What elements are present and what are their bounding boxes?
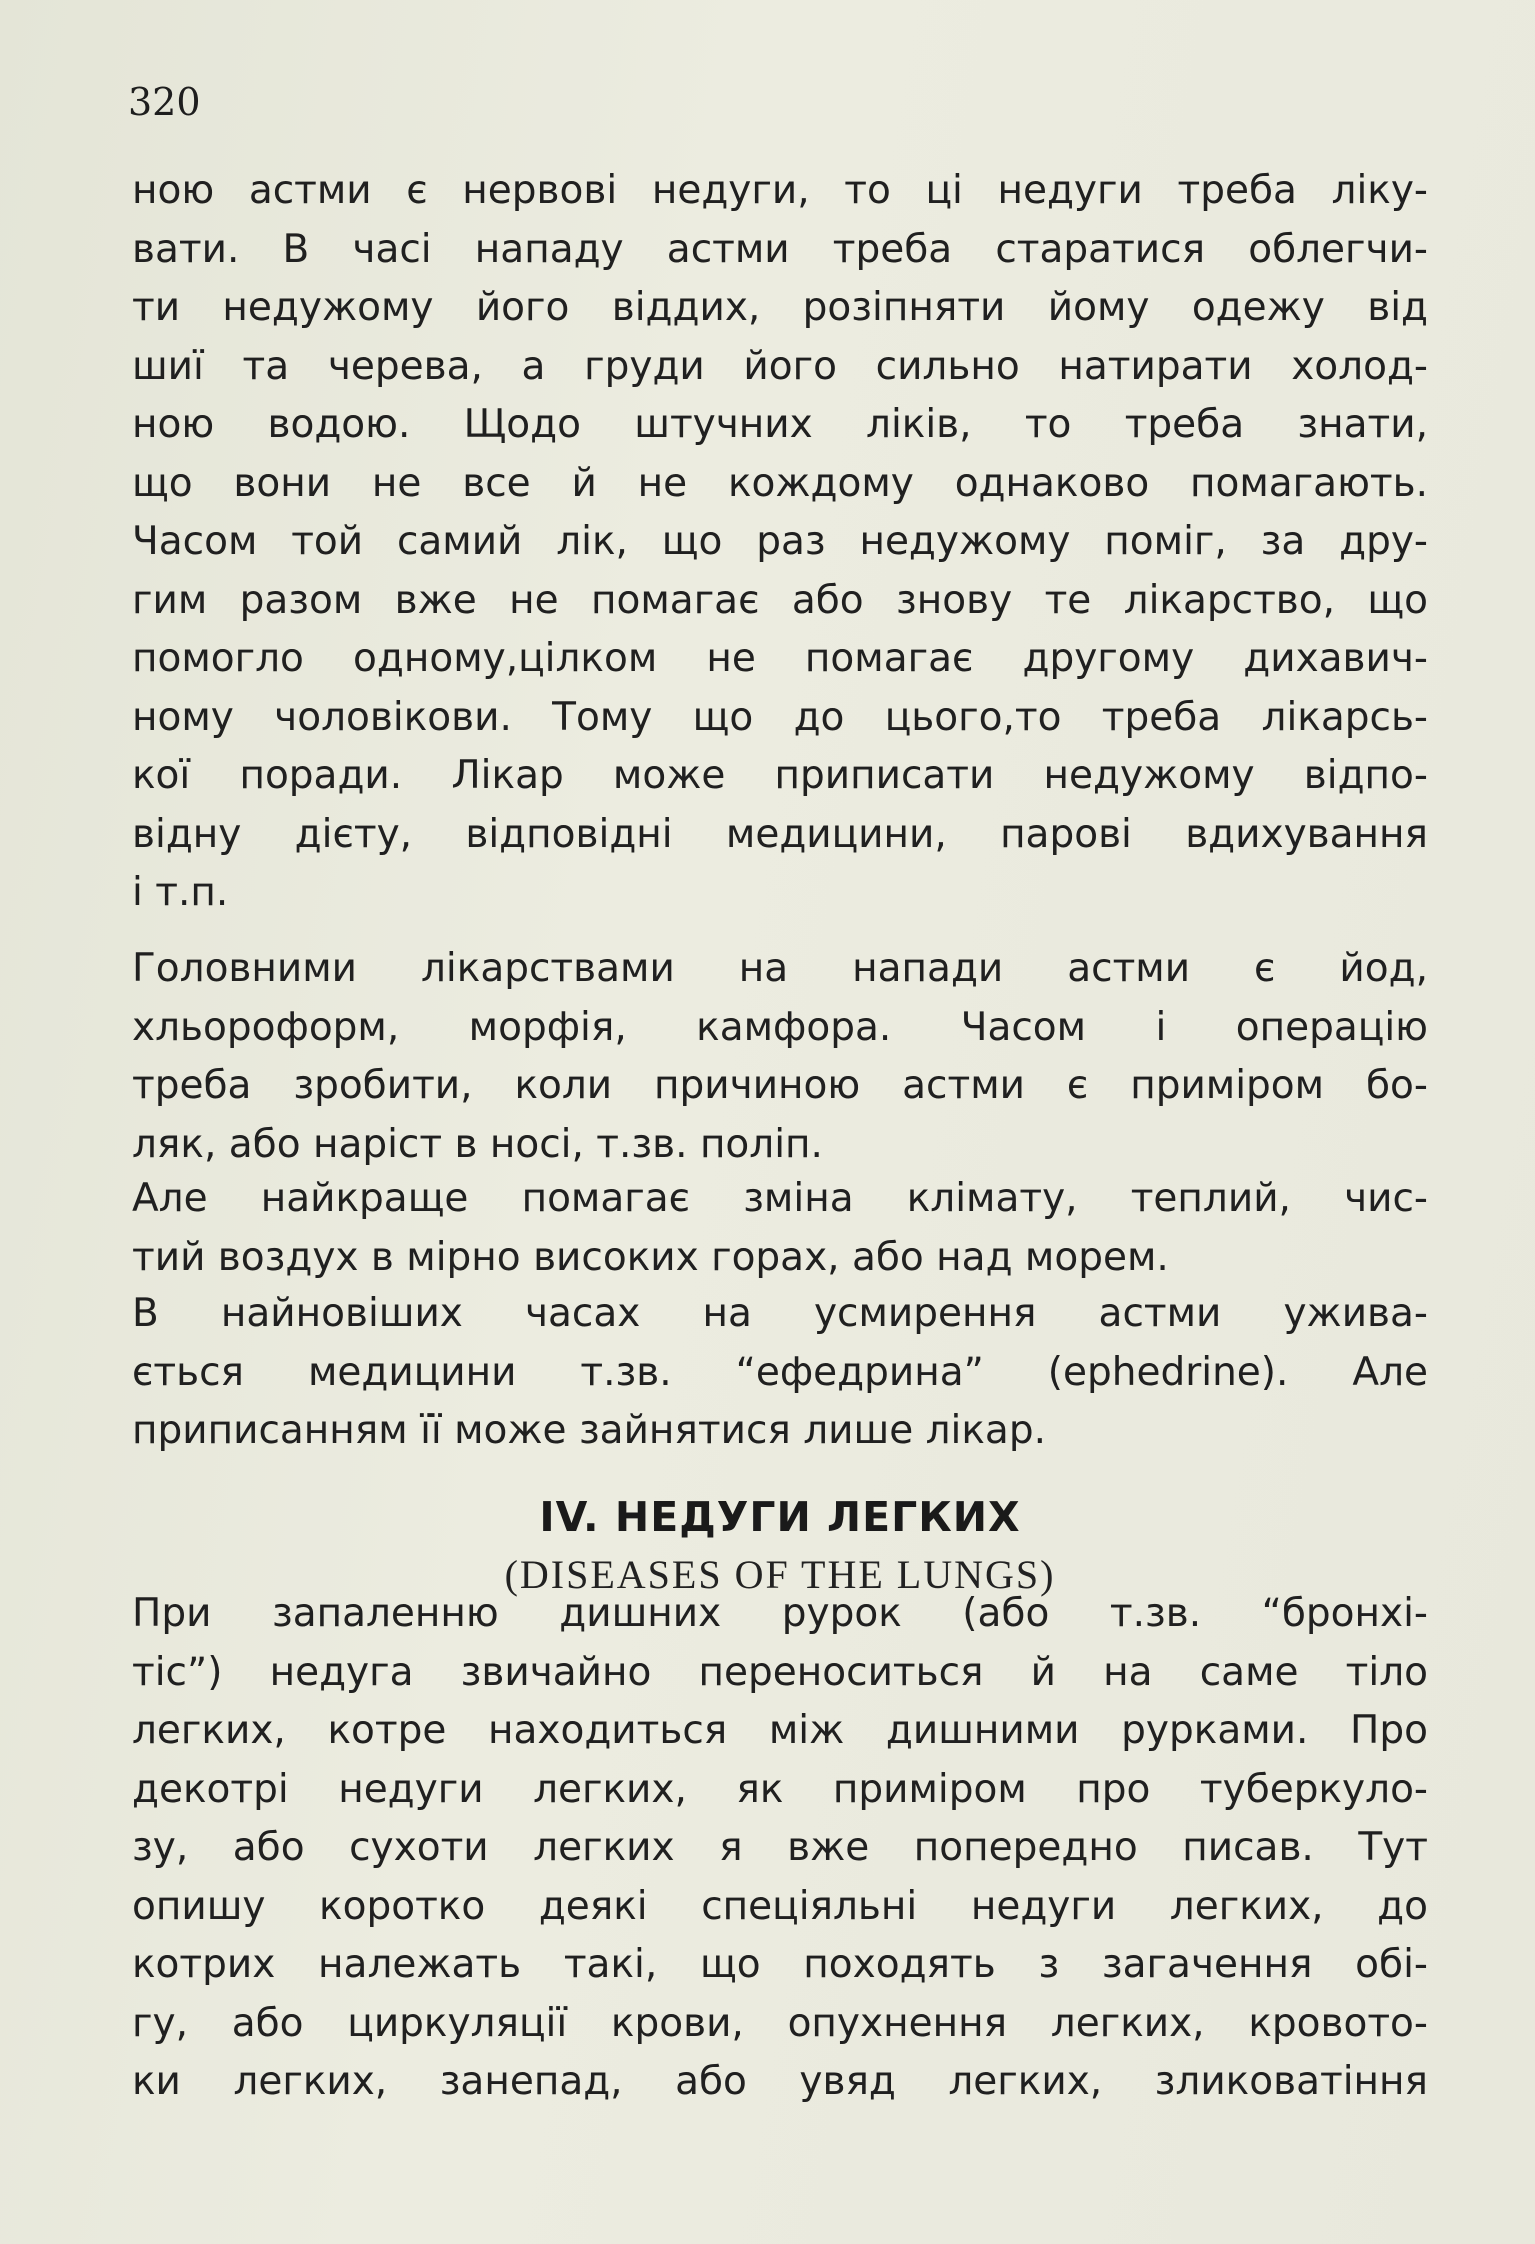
text-line: ному чоловікови. Тому що до цього,то треба лікарсь- <box>132 694 1428 740</box>
text-line: тіс”) недуга звичайно переноситься й на саме тіло <box>132 1649 1428 1695</box>
text-line: тий воздух в мірно високих горах, або над морем. <box>132 1234 1169 1280</box>
text-line: відну дієту, відповідні медицини, парові вдихування <box>132 811 1428 857</box>
text-line: кої поради. Лікар може приписати недужому відпо- <box>132 753 1428 798</box>
text-line: ною водою. Щодо штучних ліків, то треба знати, <box>132 402 1428 447</box>
text-line: При запаленню дишних рурок (або т.зв. “бронхі- <box>132 1591 1428 1636</box>
text-line: гу, або циркуляції крови, опухнення легких, кровото- <box>132 2000 1428 2046</box>
paragraph-medicines <box>132 940 1428 1174</box>
text-line: помогло одному,цілком не помагає другому дихавич- <box>132 636 1428 681</box>
paragraph-climate <box>132 1170 1428 1287</box>
section-subheading: (DISEASES OF THE LUNGS) <box>504 1552 1056 1597</box>
text-line: що вони не все й не кождому однаково помагають. <box>132 460 1428 506</box>
paragraph-asthma-treatment <box>132 162 1428 923</box>
paragraph-ephedrine <box>132 1285 1428 1461</box>
paragraph-lung-diseases <box>132 1585 1428 2112</box>
text-line: треба зробити, коли причиною астми є приміром бо- <box>132 1063 1428 1108</box>
text-line: шиї та черева, а груди його сильно натирати холод- <box>132 343 1428 389</box>
text-line: Головними лікарствами на напади астми є йод, <box>132 946 1428 991</box>
text-line: легких, котре находиться між дишними рурками. Про <box>132 1708 1428 1753</box>
text-line: опишу коротко деякі спеціяльні недуги легких, до <box>132 1883 1428 1929</box>
text-line: ється медицини т.зв. “ефедрина” (ephedrine). Але <box>132 1349 1428 1395</box>
text-line: зу, або сухоти легких я вже попередно писав. Тут <box>132 1825 1428 1870</box>
text-line: котрих належать такі, що походять з загачення обі- <box>132 1942 1428 1987</box>
text-line: Але найкраще помагає зміна клімату, теплий, чис- <box>132 1176 1428 1221</box>
text-line: хльороформ, морфія, камфора. Часом і операцію <box>132 1004 1428 1050</box>
text-line: ки легких, занепад, або увяд легких, зликоватіння <box>132 2059 1428 2104</box>
text-line: вати. В часі нападу астми треба старатися облегчи- <box>132 226 1428 272</box>
page-number: 320 <box>128 80 201 124</box>
text-line: декотрі недуги легких, як приміром про туберкуло- <box>132 1766 1428 1812</box>
text-line: приписанням її може зайнятися лише лікар. <box>132 1408 1046 1453</box>
text-line: Часом той самий лік, що раз недужому поміг, за дру- <box>132 519 1428 564</box>
text-line: ляк, або наріст в носі, т.зв. поліп. <box>132 1121 823 1167</box>
section-heading: IV. НЕДУГИ ЛЕГКИХ <box>539 1493 1021 1541</box>
text-line: гим разом вже не помагає або знову те лікарство, що <box>132 577 1428 623</box>
text-line: ною астми є нервові недуги, то ці недуги треба ліку- <box>132 168 1428 213</box>
text-line: ти недужому його віддих, розіпняти йому одежу від <box>132 285 1428 330</box>
text-line: В найновіших часах на усмирення астми ужива- <box>132 1291 1428 1336</box>
text-line: і т.п. <box>132 870 229 915</box>
